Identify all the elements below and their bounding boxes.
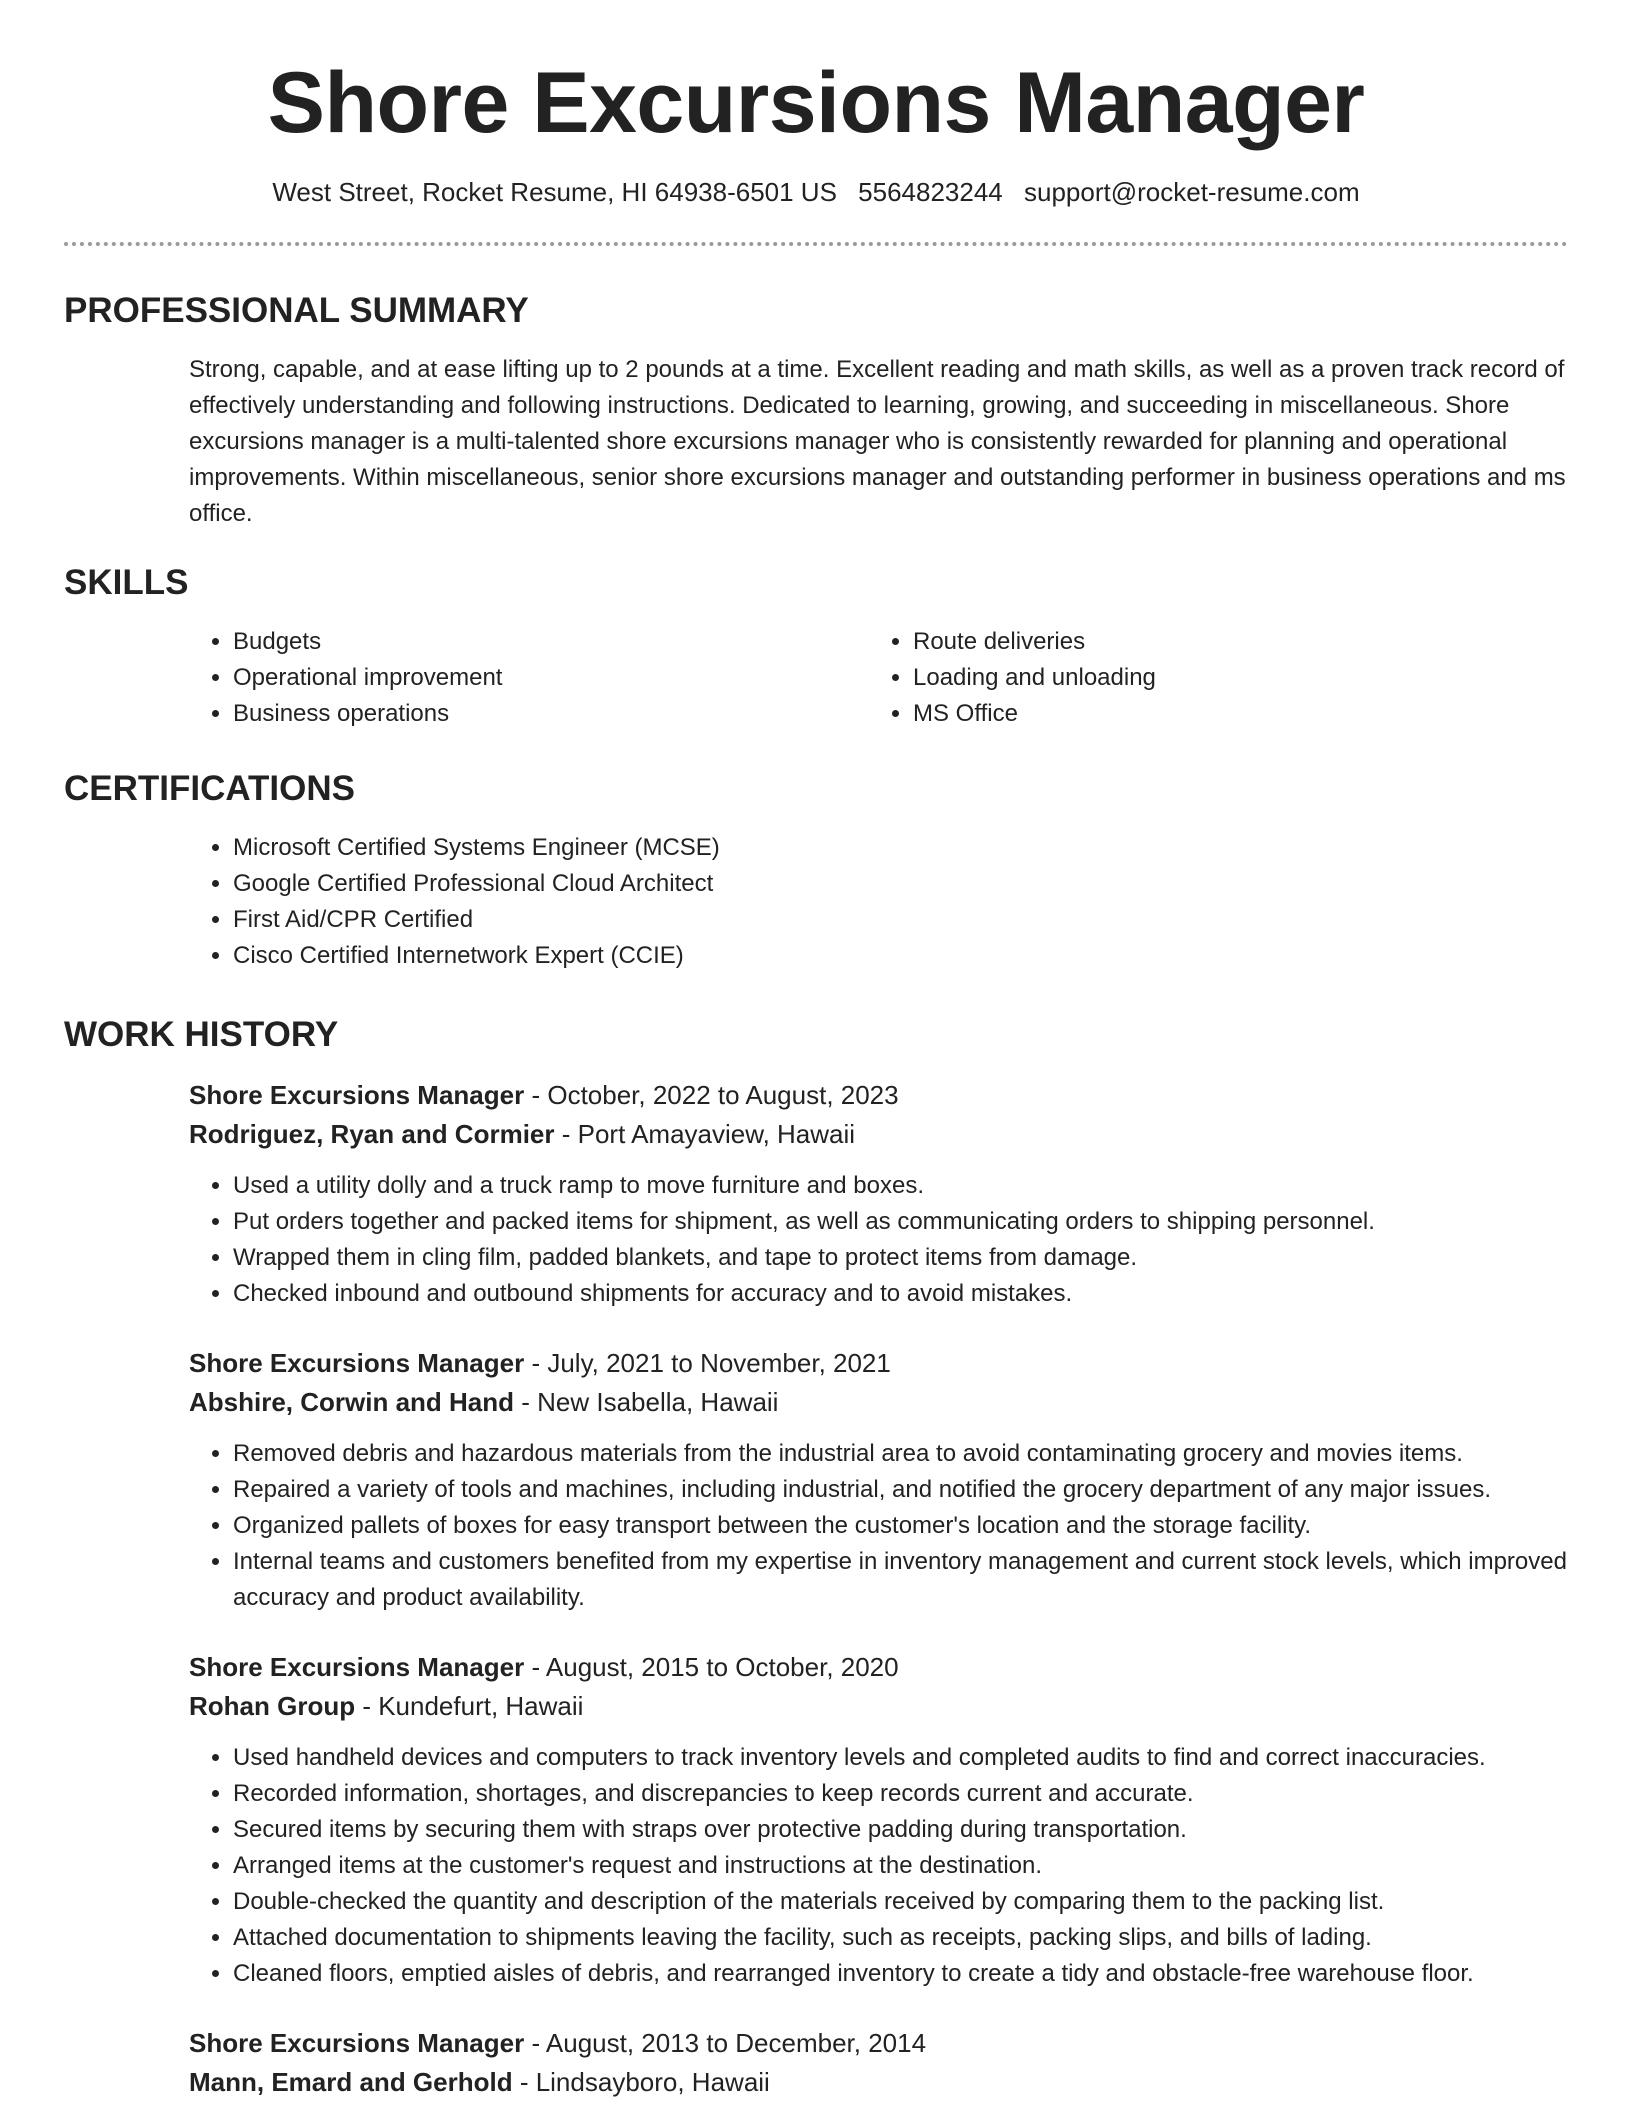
job-bullet: • Put orders together and packed items for shipment, as well as communicating orders to shipping personnel. — [233, 1204, 1568, 1240]
job-company-line — [189, 2063, 1568, 2102]
certification-item: • Google Certified Professional Cloud Architect — [233, 866, 1568, 902]
skills-grid — [189, 624, 1568, 732]
job-bullet: • Attached documentation to shipments leaving the facility, such as receipts, packing slips, and bills of lading. — [233, 1920, 1568, 1956]
job-location: - Lindsayboro, Hawaii — [512, 2066, 770, 2097]
job-bullet: • Organized pallets of boxes for easy transport between the customer's location and the storage facility. — [233, 1508, 1568, 1544]
job-company: Rodriguez, Ryan and Cormier — [189, 1118, 555, 1149]
job-location: - Kundefurt, Hawaii — [355, 1690, 584, 1721]
certifications-title: CERTIFICATIONS — [64, 768, 356, 808]
job-company: Rohan Group — [189, 1690, 356, 1721]
work-history-section — [64, 1014, 1568, 2102]
job-role: Shore Excursions Manager — [189, 1347, 525, 1378]
summary-section — [64, 290, 1568, 532]
work-history-title: WORK HISTORY — [64, 1014, 339, 1054]
job-dates: - October, 2022 to August, 2023 — [524, 1079, 899, 1110]
job-company: Mann, Emard and Gerhold — [189, 2066, 513, 2097]
certification-item: • Microsoft Certified Systems Engineer (MCSE) — [233, 830, 1568, 866]
job-title-line — [189, 2024, 1568, 2063]
job-company: Abshire, Corwin and Hand — [189, 1386, 515, 1417]
skill-item: • Route deliveries — [913, 624, 1549, 660]
job-dates: - August, 2015 to October, 2020 — [524, 1651, 899, 1682]
skills-section — [64, 562, 1568, 732]
job-bullet: • Used handheld devices and computers to track inventory levels and completed audits to find and correct inaccuracies. — [233, 1740, 1568, 1776]
job-bullet: • Secured items by securing them with straps over protective padding during transportation. — [233, 1812, 1568, 1848]
summary-title: PROFESSIONAL SUMMARY — [64, 290, 529, 330]
skill-item: • Budgets — [233, 624, 869, 660]
job-role: Shore Excursions Manager — [189, 1651, 525, 1682]
job-location: - New Isabella, Hawaii — [514, 1386, 779, 1417]
contact-phone: 5564823244 — [858, 176, 1003, 207]
job-location: - Port Amayaview, Hawaii — [554, 1118, 856, 1149]
job-entry — [189, 1076, 1568, 1312]
job-bullet: • Recorded information, shortages, and discrepancies to keep records current and accurate. — [233, 1776, 1568, 1812]
skills-list-left — [189, 624, 869, 732]
certifications-body — [189, 830, 1568, 974]
contact-address: West Street, Rocket Resume, HI 64938-6501 US — [272, 176, 837, 207]
job-bullets — [189, 1168, 1568, 1312]
certifications-section — [64, 768, 1568, 974]
skill-item: • MS Office — [913, 696, 1549, 732]
job-entry — [189, 2024, 1568, 2102]
skill-item: • Business operations — [233, 696, 869, 732]
job-bullet: • Arranged items at the customer's request and instructions at the destination. — [233, 1848, 1568, 1884]
job-bullet: • Wrapped them in cling film, padded blankets, and tape to protect items from damage. — [233, 1240, 1568, 1276]
header-divider — [64, 242, 1568, 246]
job-role: Shore Excursions Manager — [189, 2027, 525, 2058]
skills-list-right — [869, 624, 1549, 732]
job-bullet: • Cleaned floors, emptied aisles of debris, and rearranged inventory to create a tidy and obstacle-free warehouse floor. — [233, 1956, 1568, 1992]
job-bullet: • Used a utility dolly and a truck ramp to move furniture and boxes. — [233, 1168, 1568, 1204]
job-bullet: • Double-checked the quantity and description of the materials received by comparing them to the packing list. — [233, 1884, 1568, 1920]
job-entry — [189, 1344, 1568, 1616]
certification-item: • First Aid/CPR Certified — [233, 902, 1568, 938]
job-bullet: • Checked inbound and outbound shipments for accuracy and to avoid mistakes. — [233, 1276, 1568, 1312]
contact-email: support@rocket-resume.com — [1024, 176, 1360, 207]
job-company-line — [189, 1383, 1568, 1422]
job-company-line — [189, 1115, 1568, 1154]
job-bullet: • Repaired a variety of tools and machines, including industrial, and notified the grocery department of any major issues. — [233, 1472, 1568, 1508]
job-title-line — [189, 1344, 1568, 1383]
job-bullet: • Removed debris and hazardous materials from the industrial area to avoid contaminating grocery and movies items. — [233, 1436, 1568, 1472]
skills-body — [189, 624, 1568, 732]
job-title-line — [189, 1076, 1568, 1115]
job-entry — [189, 1648, 1568, 1992]
job-dates: - July, 2021 to November, 2021 — [524, 1347, 891, 1378]
certification-item: • Cisco Certified Internetwork Expert (CCIE) — [233, 938, 1568, 974]
resume-header — [64, 0, 1568, 208]
summary-body — [189, 352, 1568, 532]
certifications-list — [189, 830, 1568, 974]
job-company-line — [189, 1687, 1568, 1726]
job-bullets — [189, 1740, 1568, 1992]
skills-title: SKILLS — [64, 562, 189, 602]
job-dates: - August, 2013 to December, 2014 — [524, 2027, 927, 2058]
job-bullet: • Internal teams and customers benefited from my expertise in inventory management and current stock levels, which improved accuracy and product availability. — [233, 1544, 1568, 1616]
job-role: Shore Excursions Manager — [189, 1079, 525, 1110]
summary-text: Strong, capable, and at ease lifting up to 2 pounds at a time. Excellent reading and math skills, as well as a proven track record of effectively understanding and following instructions. Dedicated to learning, growing, and succeeding in miscellaneous. Shore excursions manager is a multi-talented shore excursions manager who is consistently rewarded for planning and operational improvements. Within miscellaneous, senior shore excursions manager and outstanding performer in business operations and ms office. — [189, 355, 1566, 527]
job-title-line — [189, 1648, 1568, 1687]
skill-item: • Operational improvement — [233, 660, 869, 696]
contact-line — [64, 177, 1568, 208]
job-bullets — [189, 1436, 1568, 1616]
skill-item: • Loading and unloading — [913, 660, 1549, 696]
candidate-name: Shore Excursions Manager — [267, 55, 1365, 151]
